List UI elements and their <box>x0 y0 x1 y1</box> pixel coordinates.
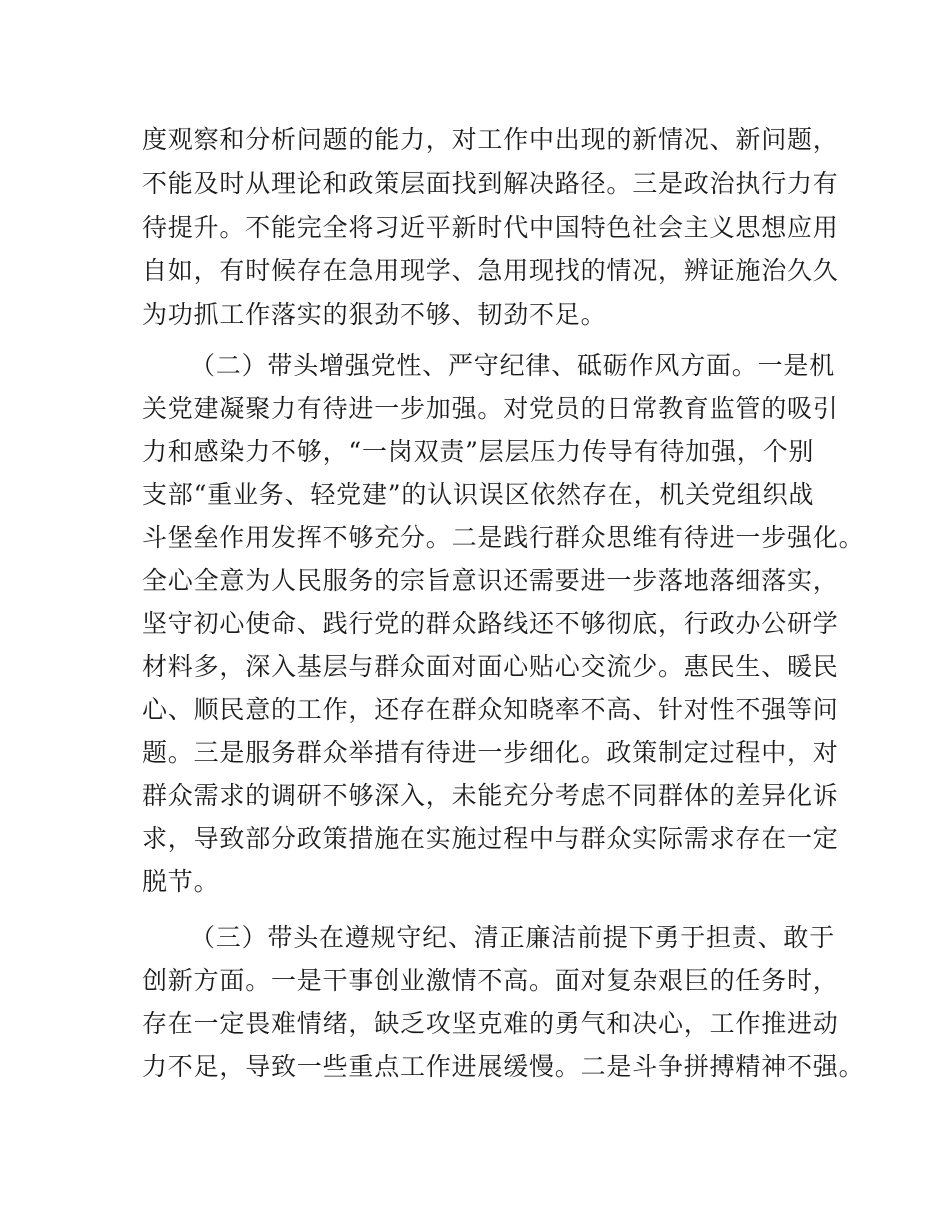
text-line: 求，导致部分政策措施在实施过程中与群众实际需求存在一定 <box>142 824 839 853</box>
text-line: 全心全意为人民服务的宗旨意识还需要进一步落地落细落实， <box>142 566 839 595</box>
text-line: 待提升。不能完全将习近平新时代中国特色社会主义思想应用 <box>142 213 839 242</box>
text-line: 斗堡垒作用发挥不够充分。二是践行群众思维有待进一步强化。 <box>142 523 865 552</box>
text-line: 材料多，深入基层与群众面对面心贴心交流少。惠民生、暖民 <box>142 652 839 681</box>
text-line: 力和感染力不够，“一岗双责”层层压力传导有待加强，个别 <box>142 437 815 466</box>
text-line: 支部“重业务、轻党建”的认识误区依然存在，机关党组织战 <box>142 480 815 509</box>
text-line: 为功抓工作落实的狠劲不够、韧劲不足。 <box>142 300 607 329</box>
text-line: 坚守初心使命、践行党的群众路线还不够彻底，行政办公研学 <box>142 609 839 638</box>
text-line: 关党建凝聚力有待进一步加强。对党员的日常教育监管的吸引 <box>142 394 839 423</box>
text-line: 度观察和分析问题的能力，对工作中出现的新情况、新问题， <box>142 125 839 154</box>
text-line: 力不足，导致一些重点工作进展缓慢。二是斗争拼搏精神不强。 <box>142 1052 865 1081</box>
text-line: 脱节。 <box>142 867 220 896</box>
text-line: （二）带头增强党性、严守纪律、砥砺作风方面。一是机 <box>190 351 836 380</box>
text-line: 创新方面。一是干事创业激情不高。面对复杂艰巨的任务时， <box>142 966 839 995</box>
text-line: 心、顺民意的工作，还存在群众知晓率不高、针对性不强等问 <box>142 695 839 724</box>
text-line: 存在一定畏难情绪，缺乏攻坚克难的勇气和决心，工作推进动 <box>142 1009 839 1038</box>
text-line: 自如，有时候存在急用现学、急用现找的情况，辨证施治久久 <box>142 256 839 285</box>
text-line: （三）带头在遵规守纪、清正廉洁前提下勇于担责、敢于 <box>190 923 836 952</box>
text-line: 题。三是服务群众举措有待进一步细化。政策制定过程中，对 <box>142 738 839 767</box>
text-line: 群众需求的调研不够深入，未能充分考虑不同群体的差异化诉 <box>142 781 839 810</box>
text-line: 不能及时从理论和政策层面找到解决路径。三是政治执行力有 <box>142 169 839 198</box>
